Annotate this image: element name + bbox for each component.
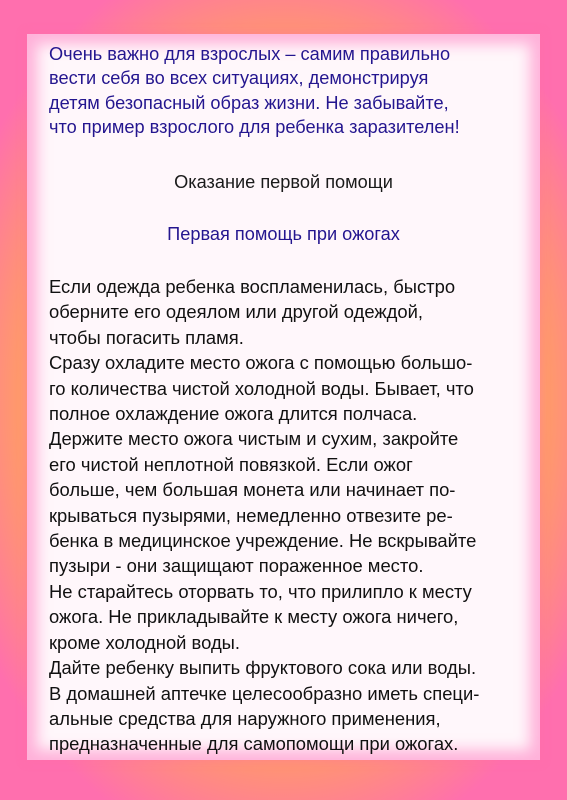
body-line: кроме холодной воды.: [49, 631, 240, 653]
section-heading: Оказание первой помощи: [174, 172, 393, 192]
intro-line: детям безопасный образ жизни. Не забывайте,: [49, 92, 449, 113]
body-line: полное охлаждение ожога длится полчаса.: [49, 403, 418, 425]
body-line: Если одежда ребенка воспламенилась, быстро: [49, 276, 456, 297]
body-line: Сразу охладите место ожога с помощью большо-: [49, 352, 473, 374]
intro-line: Очень важно для взрослых – самим правильно: [49, 44, 451, 64]
body-line: больше, чем большая монета или начинает по-: [49, 479, 456, 501]
body-line: В домашней аптечке целесообразно иметь специ-: [49, 682, 480, 704]
body-line: Дайте ребенку выпить фруктового сока или воды.: [49, 657, 477, 679]
intro-paragraph: [49, 42, 529, 139]
body-line: бенка в медицинское учреждение. Не вскрывайте: [49, 530, 477, 552]
body-line: его чистой неплотной повязкой. Если ожог: [49, 453, 413, 475]
body-line: предназначенные для самопомощи при ожогах.: [49, 733, 459, 755]
body-line: Не старайтесь оторвать то, что прилипло к месту: [49, 580, 472, 602]
body-line: альные средства для наружного применения,: [49, 707, 441, 729]
burns-instructions: [49, 274, 539, 757]
body-line: пузыри - они защищают пораженное место.: [49, 555, 424, 577]
subsection-heading: Первая помощь при ожогах: [167, 224, 400, 244]
body-line: Держите место ожога чистым и сухим, закройте: [49, 428, 459, 450]
body-line: оберните его одеялом или другой одеждой,: [49, 301, 423, 323]
body-line: го количества чистой холодной воды. Бывает, что: [49, 377, 474, 399]
body-line: чтобы погасить пламя.: [49, 326, 244, 348]
intro-line: вести себя во всех ситуациях, демонстрируя: [49, 68, 429, 89]
body-line: ожога. Не прикладывайте к месту ожога ничего,: [49, 606, 459, 628]
body-line: крываться пузырями, немедленно отвезите ре-: [49, 504, 453, 526]
intro-line: что пример взрослого для ребенка заразителен!: [49, 116, 460, 137]
